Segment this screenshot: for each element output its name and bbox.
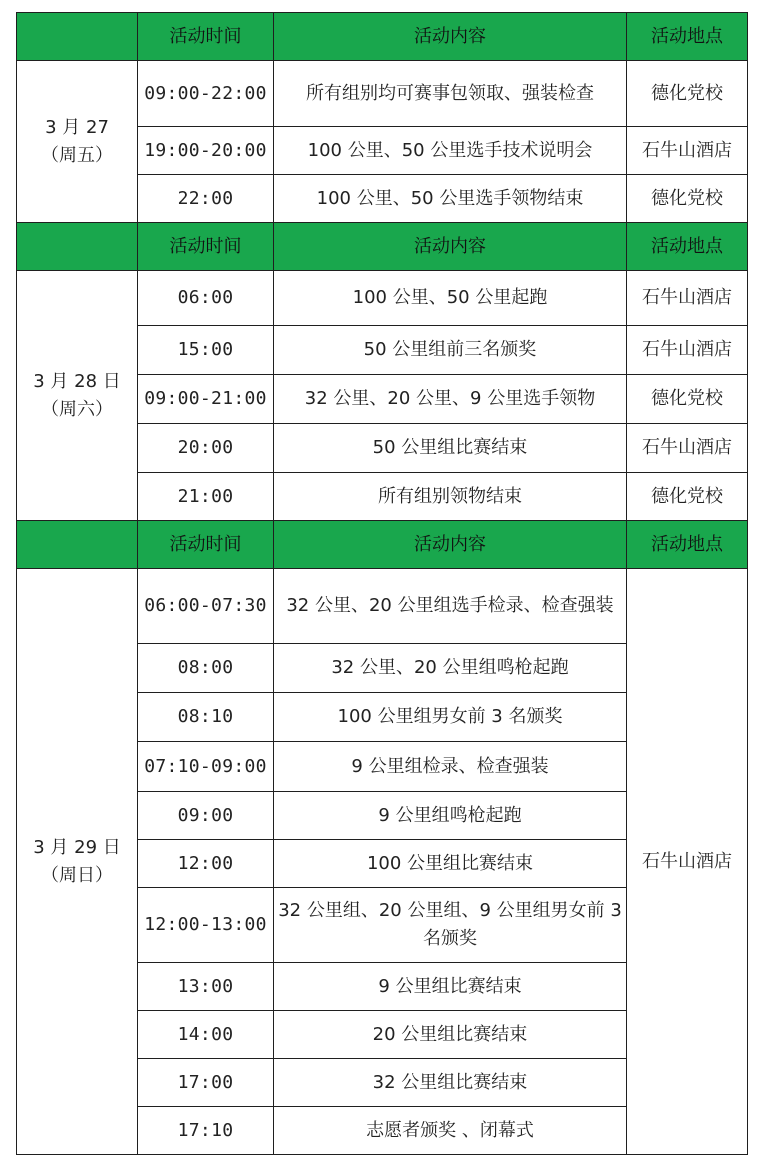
content-cell: 9 公里组鸣枪起跑	[274, 792, 627, 840]
schedule-table	[16, 12, 748, 1155]
content-cell: 100 公里、50 公里起跑	[274, 271, 627, 326]
content-cell: 志愿者颁奖 、闭幕式	[274, 1107, 627, 1155]
time-cell: 13:00	[138, 963, 274, 1011]
header-content: 活动内容	[274, 521, 627, 569]
time-cell: 09:00-22:00	[138, 61, 274, 127]
content-cell: 32 公里、20 公里组鸣枪起跑	[274, 644, 627, 693]
header-row	[17, 13, 748, 61]
weekday-label: （周五）	[41, 144, 113, 166]
header-blank	[17, 13, 138, 61]
header-place: 活动地点	[627, 223, 748, 271]
header-content: 活动内容	[274, 13, 627, 61]
place-cell: 石牛山酒店	[627, 424, 748, 473]
place-cell: 石牛山酒店	[627, 127, 748, 175]
header-time: 活动时间	[138, 223, 274, 271]
time-cell: 12:00-13:00	[138, 888, 274, 963]
time-cell: 08:10	[138, 693, 274, 742]
date-cell	[17, 569, 138, 1155]
content-cell: 50 公里组前三名颁奖	[274, 326, 627, 375]
content-cell: 32 公里组比赛结束	[274, 1059, 627, 1107]
content-cell: 9 公里组检录、检查强装	[274, 742, 627, 792]
table-row	[17, 569, 748, 644]
content-cell: 32 公里、20 公里、9 公里选手领物	[274, 375, 627, 424]
weekday-label: （周六）	[41, 398, 113, 420]
header-place: 活动地点	[627, 521, 748, 569]
date-label: 3 月 27	[45, 116, 109, 138]
header-place: 活动地点	[627, 13, 748, 61]
header-row	[17, 223, 748, 271]
place-cell: 德化党校	[627, 61, 748, 127]
header-row	[17, 521, 748, 569]
header-time: 活动时间	[138, 521, 274, 569]
time-cell: 09:00-21:00	[138, 375, 274, 424]
header-content: 活动内容	[274, 223, 627, 271]
time-cell: 14:00	[138, 1011, 274, 1059]
time-cell: 06:00	[138, 271, 274, 326]
time-cell: 07:10-09:00	[138, 742, 274, 792]
time-cell: 17:00	[138, 1059, 274, 1107]
time-cell: 08:00	[138, 644, 274, 693]
time-cell: 09:00	[138, 792, 274, 840]
place-cell: 德化党校	[627, 375, 748, 424]
content-cell: 20 公里组比赛结束	[274, 1011, 627, 1059]
content-cell: 100 公里组比赛结束	[274, 840, 627, 888]
date-cell	[17, 271, 138, 521]
content-cell: 9 公里组比赛结束	[274, 963, 627, 1011]
time-cell: 20:00	[138, 424, 274, 473]
content-cell: 32 公里、20 公里组选手检录、检查强装	[274, 569, 627, 644]
place-cell: 石牛山酒店	[627, 326, 748, 375]
time-cell: 17:10	[138, 1107, 274, 1155]
date-label: 3 月 29 日	[33, 836, 121, 858]
content-cell: 100 公里、50 公里选手技术说明会	[274, 127, 627, 175]
header-blank	[17, 223, 138, 271]
content-cell: 100 公里、50 公里选手领物结束	[274, 175, 627, 223]
place-cell: 德化党校	[627, 175, 748, 223]
place-cell: 石牛山酒店	[627, 569, 748, 1155]
content-cell: 32 公里组、20 公里组、9 公里组男女前 3 名颁奖	[274, 888, 627, 963]
weekday-label: （周日）	[41, 864, 113, 886]
content-cell: 所有组别均可赛事包领取、强装检查	[274, 61, 627, 127]
place-cell: 石牛山酒店	[627, 271, 748, 326]
header-time: 活动时间	[138, 13, 274, 61]
table-row	[17, 271, 748, 326]
time-cell: 22:00	[138, 175, 274, 223]
content-cell: 所有组别领物结束	[274, 473, 627, 521]
header-blank	[17, 521, 138, 569]
time-cell: 19:00-20:00	[138, 127, 274, 175]
date-label: 3 月 28 日	[33, 370, 121, 392]
table-row	[17, 61, 748, 127]
place-cell: 德化党校	[627, 473, 748, 521]
time-cell: 12:00	[138, 840, 274, 888]
content-cell: 50 公里组比赛结束	[274, 424, 627, 473]
content-cell: 100 公里组男女前 3 名颁奖	[274, 693, 627, 742]
time-cell: 15:00	[138, 326, 274, 375]
time-cell: 06:00-07:30	[138, 569, 274, 644]
time-cell: 21:00	[138, 473, 274, 521]
date-cell	[17, 61, 138, 223]
